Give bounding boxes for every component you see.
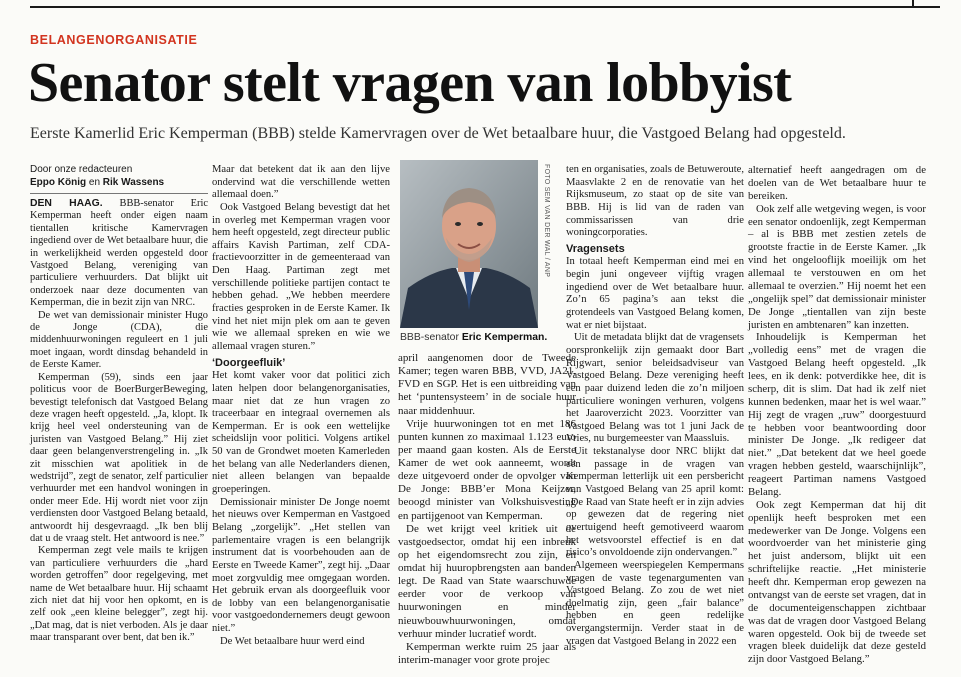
photo-credit-text: FOTO SEM VAN DER WAL / ANP: [543, 164, 550, 278]
column-2: [212, 164, 390, 648]
paragraph: Demissionair minister De Jonge noemt het nieuws over Kemperman en Vastgoed Belang „zorgelijk”. „Het stellen van parlementaire vragen is een belangrijk instrument dat is voorbehouden aan de Eerste en Tweede Kamer”, zegt hij. „Daar moet zorgvuldig mee omgegaan worden. Het gebruik ervan als doorgeefluik voor de lobby van een belangenorganisatie voor vastgoedondernemers deugt gewoon niet.”: [212, 496, 390, 635]
subheading-vragensets: Vragensets: [566, 242, 625, 255]
paragraph: Kemperman werkte ruim 25 jaar als interim-manager voor grote projec: [398, 640, 576, 666]
caption-name: Eric Kemperman.: [461, 332, 548, 343]
top-rule-corner: [912, 0, 914, 8]
paragraph: Uit tekstanalyse door NRC blijkt dat een passage in de vragen van Kemperman letterlijk uit een persbericht van Vastgoed Belang van 25 april komt: „De Raad van State heeft er in zijn advies op gewezen dat de regering niet overtuigend heeft gemotiveerd waarom het wetsvoorstel effectief is en dat risico’s onvoldoende zijn ondervangen.”: [566, 446, 744, 559]
standfirst: Eerste Kamerlid Eric Kemperman (BBB) stelde Kamervragen over de Wet betaalbare huur, die Vastgoed Belang had opgesteld.: [30, 125, 846, 142]
caption-prefix: BBB-senator: [400, 332, 459, 343]
author-2: Rik Wassens: [102, 176, 165, 188]
paragraph: Vrije huurwoningen tot en met 186 punten kunnen zo maximaal 1.123 euro per maand gaan kosten. Als de Eerste Kamer de wet ook aanneemt, wordt deze uitgevoerd onder de opvolger van De Jonge: BBB’er Mona Keijzer, beoogd minister van Volkshuisvesting en partijgenoot van Kemperman.: [398, 417, 576, 522]
portrait-illustration: [400, 160, 538, 328]
paragraph: april aangenomen door de Tweede Kamer; tegen waren BBB, VVD, JA21, FVD en SGP. Het is een uitbreiding van het ‘puntensysteem’ in de sociale huur naar middenhuur.: [398, 352, 576, 417]
paragraph: De wet van demissionair minister Hugo de Jonge (CDA), die middenhuurwoningen reguleert en 1 juli moet ingaan, wordt dinsdag behandeld in de Eerste Kamer.: [30, 309, 208, 371]
paragraph: De Wet betaalbare huur werd eind: [220, 635, 365, 647]
byline-authors: [30, 177, 208, 190]
dateline: DEN HAAG.: [30, 198, 103, 209]
byline: [30, 164, 208, 194]
portrait-photo: [400, 160, 538, 328]
paragraph: De wet krijgt veel kritiek uit de vastgoedsector, omdat hij een inbreuk op het eigendomsrecht zou zijn, en omdat hij huuropbrengsten aan banden legt. De Raad van State waarschuwde eerder voor de verkoop van huurwoningen en minder nieuwbouwhuurwoningen, omdat verhuur minder lucratief wordt.: [398, 522, 576, 640]
paragraph: Kemperman (59), sinds een jaar politicus voor de BoerBurgerBeweging, bevestigt telefonisch dat Vastgoed Belang deze vragen heeft opgesteld. „Ja, klopt. Ik krijg heel veel ondersteuning van de juristen van Vastgoed Belang.” Hij ziet daar geen belangenverstrengeling in. „Ik zit misschien wat apolitiek in de wedstrijd”, zegt de senator, zelf particulier verhuurder met een handvol woningen in onder meer Ede. Hij wordt niet voor zijn verdiensten door Vastgoed Belang betaald, antwoordt hij desgevraagd. „Ik ben blij dat u de vraag stelt. Het antwoord is nee.”: [30, 371, 208, 544]
photo-credit: [540, 164, 550, 324]
lead-paragraph: [30, 198, 208, 310]
paragraph: In totaal heeft Kemperman eind mei en begin juni ongeveer vijftig vragen ingediend over de Wet betaalbare huur. Zo’n 65 pagina’s aan tekst die grotendeels van Vastgoed Belang komen, wat er niet bijstaat.: [566, 256, 744, 331]
paragraph: Ook zegt Kemperman dat hij dit openlijk heeft besproken met een medewerker van De Jonge. Volgens een woordvoerder van het ministerie ging het juist andersom, blijkt uit een schriftelijke reactie. „Het ministerie heeft dhr. Kemperman erop gewezen na ontvangst van de eerste set vragen, dat in de documenteigenschappen zichtbaar was dat de vragen door Vastgoed Belang waren opgesteld. Ook bij de tweede set vragen bleek duidelijk dat deze gesteld zijn door Vastgoed Belang.”: [748, 498, 926, 666]
paragraph: Uit de metadata blijkt dat de vragensets oorspronkelijk zijn gemaakt door Bart Rijgwart, senior beleidsadviseur van Vastgoed Belang. Deze vereniging heeft een paar duizend leden die zo’n miljoen particuliere woningen verhuren, volgens het Jaaroverzicht 2023. Voorzitter van Vastgoed Belang was tot 1 juni Jack de Vries, nu burgemeester van Maassluis.: [566, 332, 744, 445]
paragraph: Kemperman zegt vele mails te krijgen van particuliere verhuurders die „hard worden getroffen” door regelgeving, met name de Wet betaalbare huur. Hij schaamt zich niet dat hij voor hen opkomt, en is zelf ook „een kleine belegger”, zegt hij. „Dat mag, dat is niet verboden. Als je daar maar transparant over bent, dat ben ik.”: [30, 545, 208, 644]
photo-caption: [400, 332, 547, 343]
byline-connector: en: [88, 176, 101, 188]
subheading-doorgeefluik: ‘Doorgeefluik’: [212, 356, 286, 369]
paragraph: Maar dat betekent dat ik aan den lijve ondervind wat die verschillende wetten allemaal doen.”: [212, 164, 390, 201]
paragraph: Ook Vastgoed Belang bevestigt dat het in overleg met Kemperman vragen voor hem heeft opgesteld, zegt directeur public affairs Kavish Partiman, zelf CDA-fractievoorzitter in de gemeenteraad van Den Haag. Partiman zegt met verschillende politieke partijen contact te hebben gehad. „We hebben meerdere fracties gesproken in de Eerste Kamer. Ik vind het niet mijn plek om aan te geven wie we allemaal spreken en wie we allemaal vragen sturen.”: [212, 201, 390, 352]
byline-intro: Door onze redacteuren: [30, 164, 133, 175]
paragraph: Het komt vaker voor dat politici zich laten helpen door belangenorganisaties, maar niet dat ze hun vragen zo traceerbaar en integraal overnemen als Kemperman. Er is ook een wettelijke scheidslijn voor politici. Volgens artikel 50 van de Grondwet moeten Kamerleden het belang van alle Nederlanders dienen, niet alleen belangen van bepaalde groeperingen.: [212, 370, 390, 496]
paragraph: ten en organisaties, zoals de Betuweroute, Maasvlakte 2 en de renovatie van het Rijksmuseum, zo staat op de site van BBB. Hij is lid van de raden van commissarissen van drie woningcorporaties.: [566, 164, 744, 239]
author-1: Eppo König: [30, 176, 87, 188]
headline: Senator stelt vragen van lobbyist: [28, 52, 792, 114]
paragraph: alternatief heeft aangedragen om de doelen van de Wet betaalbare huur te bereiken.: [748, 164, 926, 202]
paragraph: Ook zelf alle wetgeving wegen, is voor een senator ondoenlijk, zegt Kemperman – al is BBB met zestien zetels de grootste fractie in de Eerste Kamer. „Ik vind het ongelooflijk moeilijk om het allemaal te verstouwen en om het allemaal te overzien.” Hij noemt het een „ongelijk spel” dat demissionair minister De Jonge „tientallen van zijn beste juristen en ambtenaren” kan inzetten.: [748, 202, 926, 331]
lead-text: BBB-senator Eric Kemperman heeft onder eigen naam tientallen kritische Kamervragen ingediend over de Wet betaalbare huur, die in werkelijkheid werden opgesteld door Vastgoed Belang, vereniging van particuliere verhuurders. Dat blijkt uit onderzoek naar deze documenten van Kemperman, die in bezit zijn van NRC.: [30, 198, 208, 309]
column-3: [398, 352, 576, 667]
column-5: [748, 164, 926, 666]
column-1: [30, 164, 208, 645]
section-label: BELANGENORGANISATIE: [30, 33, 198, 47]
paragraph: Algemeen weerspiegelen Kempermans vragen de vaste tegenargumenten van Vastgoed Belang. Zo zou de wet niet doelmatig zijn, geen „fair balance” hebben en geen redelijke overgangstermijn. Verder staat in de vragen dat Vastgoed Belang in 2022 een: [566, 559, 744, 647]
column-4: [566, 164, 744, 648]
top-rule: [30, 6, 940, 8]
paragraph: Inhoudelijk is Kemperman het „volledig eens” met de vragen die Vastgoed Belang heeft opgesteld. „Ik lees, en ik denk: potverdikke hee, dit is scherp, dit is slim. Dat had ik zelf niet kunnen bedenken, maar het is wel waar.” Hij zegt de vragen „ruw” doorgestuurd te hebben voor beantwoording door minister De Jonge. „Ik redigeer dat niet.” „Dat betekent dat we heel goede vragen hebben gesteld, waarschijnlijk”, reageert Partiman namens Vastgoed Belang.: [748, 331, 926, 498]
